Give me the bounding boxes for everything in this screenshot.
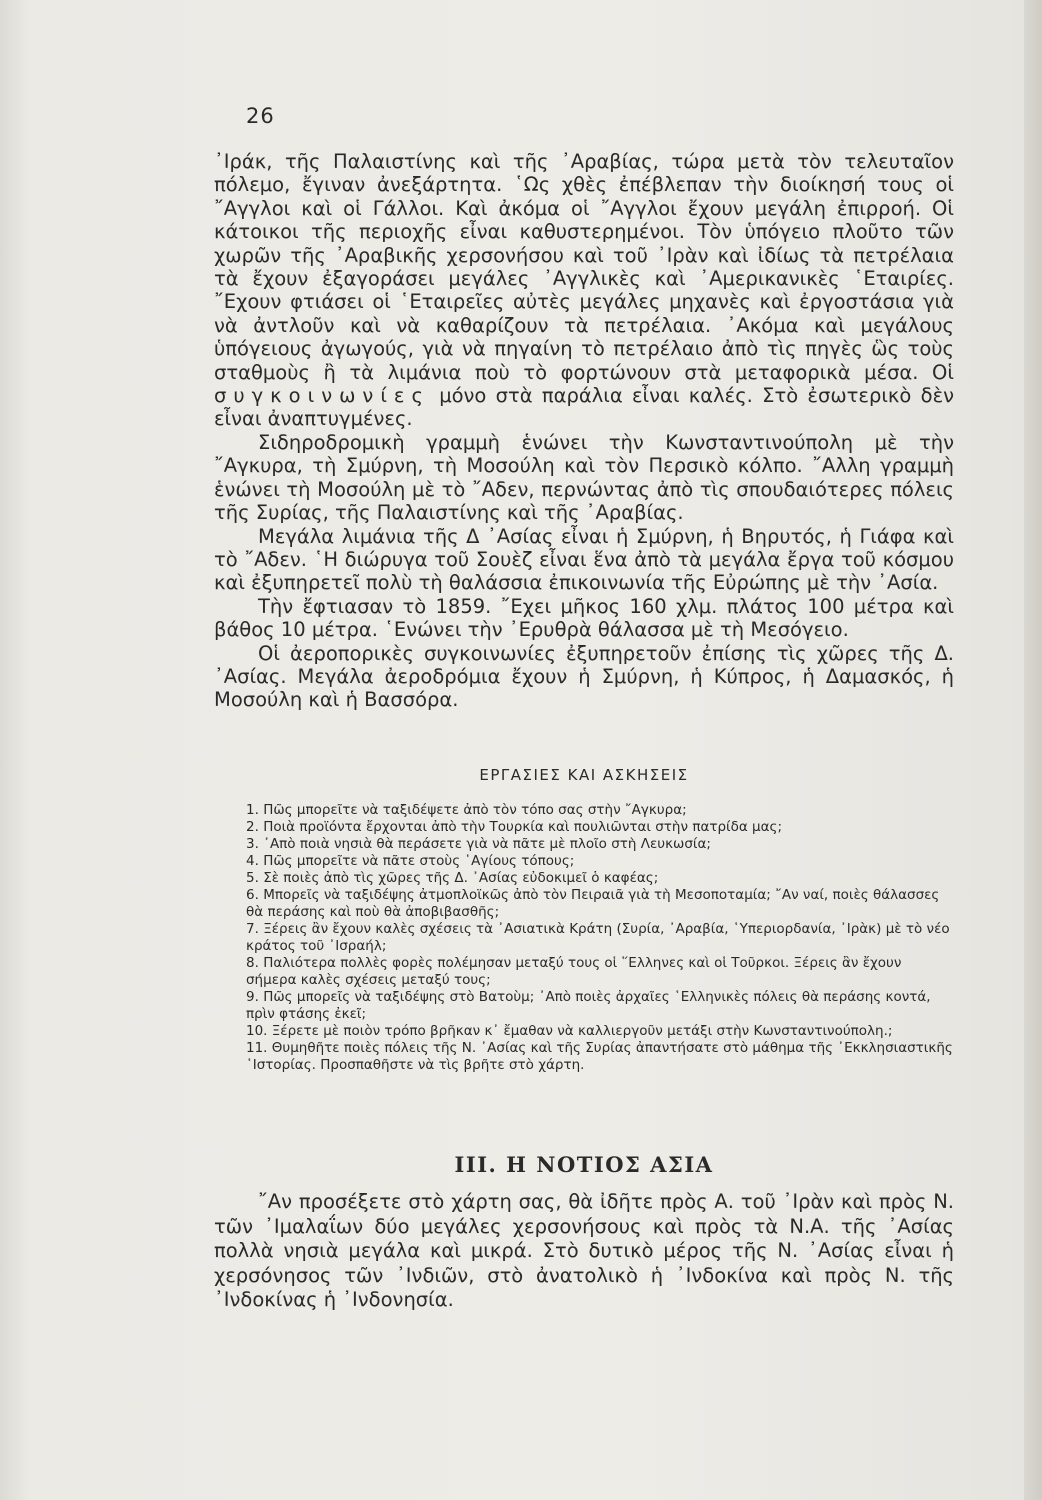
exercise-item: [246, 1023, 954, 1040]
section-text: ῎Αν προσέξετε στὸ χάρτη σας, θὰ ἰδῆτε πρὸς Α. τοῦ ᾿Ιρὰν καὶ πρὸς Ν. τῶν ᾿Ιμαλαΐων δύο μεγάλες χερσονήσους καὶ πρὸς τὰ Ν.Α. τῆς ᾿Ασίας πολλὰ νησιὰ μεγάλα καὶ μικρά. Στὸ δυτικὸ μέρος τῆς Ν. ᾿Ασίας εἶναι ἡ χερσόνησος τῶν ᾿Ινδιῶν, στὸ ἀνατολικὸ ἡ ᾿Ινδοκίνα καὶ πρὸς Ν. τῆς ᾿Ινδοκίνας ἡ ᾿Ινδονησία.: [214, 1190, 954, 1311]
exercise-list: [246, 802, 954, 1074]
paragraph-1-body: ᾿Ιράκ, τῆς Παλαιστίνης καὶ τῆς ᾿Αραβίας, τώρα μετὰ τὸν τελευταῖον πόλεμο, ἔγιναν ἀνεξάρτητα. ῾Ως χθὲς ἐπέβλεπαν τὴν διοίκησή τους οἱ ῎Αγγλοι καὶ οἱ Γάλλοι. Καὶ ἀκόμα οἱ ῎Αγγλοι ἔχουν μεγάλη ἐπιρροή. Οἱ κάτοικοι τῆς περιοχῆς εἶναι καθυστερημένοι. Τὸν ὑπόγειο πλοῦτο τῶν χωρῶν τῆς ᾿Αραβικῆς χερσονήσου καὶ τοῦ ᾿Ιρὰν καὶ ἰδίως τὰ πετρέλαια τὰ ἔχουν ἐξαγοράσει μεγάλες ᾿Αγγλικὲς καὶ ᾿Αμερικανικὲς ῾Εταιρίες. ῎Εχουν φτιάσει οἱ ῾Εταιρεῖες αὐτὲς μεγάλες μηχανὲς καὶ ἐργοστάσια γιὰ νὰ ἀντλοῦν καὶ νὰ καθαρίζουν τὰ πετρέλαια. ᾿Ακόμα καὶ μεγάλους ὑπόγειους ἀγωγούς, γιὰ νὰ πηγαίνη τὸ πετρέλαιο ἀπὸ τὶς πηγὲς ὣς τοὺς σταθμοὺς ἢ τὰ λιμάνια ποὺ τὸ φορτώνουν στὰ μεταφορικὰ μέσα. Οἱ: [214, 150, 954, 384]
spaced-word: συγκοινωνίες: [214, 384, 430, 408]
exercise-text: Θυμηθῆτε ποιὲς πόλεις τῆς Ν. ᾿Ασίας καὶ τῆς Συρίας ἀπαντήσατε στὸ μάθημα τῆς ᾿Εκκλησιαστικῆς ῾Ιστορίας. Προσπαθῆστε νὰ τὶς βρῆτε στὸ χάρτη.: [246, 1040, 953, 1073]
exercise-item: [246, 819, 954, 836]
exercise-item: [246, 1040, 954, 1074]
exercise-item: [246, 921, 954, 955]
exercise-number: 5.: [246, 870, 259, 886]
exercise-text: Ξέρεις ἂν ἔχουν καλὲς σχέσεις τὰ ᾿Ασιατικὰ Κράτη (Συρία, ᾿Αραβία, ῾Υπεριορδανία, ᾿Ιρὰκ) μὲ τὸ νέο κράτος τοῦ ᾿Ισραήλ;: [246, 921, 950, 954]
paragraph-1-end: μόνο στὰ παράλια εἶναι καλές. Στὸ ἐσωτερικὸ δὲν εἶναι ἀναπτυγμένες.: [214, 384, 954, 431]
exercise-item: [246, 870, 954, 887]
page-edge-shadow: [1024, 0, 1042, 1500]
exercise-item: [246, 989, 954, 1023]
exercise-number: 10.: [246, 1023, 268, 1039]
exercise-text: ᾿Απὸ ποιὰ νησιὰ θὰ περάσετε γιὰ νὰ πᾶτε μὲ πλοῖο στὴ Λευκωσία;: [263, 836, 711, 852]
section-title: ΙΙΙ. Η ΝΟΤΙΟΣ ΑΣΙΑ: [454, 1152, 714, 1177]
exercise-number: 7.: [246, 921, 259, 937]
exercise-number: 1.: [246, 802, 259, 818]
exercise-number: 3.: [246, 836, 259, 852]
exercise-number: 8.: [246, 955, 259, 971]
exercise-text: Ποιὰ προϊόντα ἔρχονται ἀπὸ τὴν Τουρκία καὶ πουλιῶνται στὴν πατρίδα μας;: [263, 819, 783, 835]
exercise-item: [246, 802, 954, 819]
exercise-number: 4.: [246, 853, 259, 869]
exercises-title: ΕΡΓΑΣΙΕΣ ΚΑΙ ΑΣΚΗΣΕΙΣ: [479, 766, 689, 784]
exercise-text: Πῶς μπορεῖτε νὰ ταξιδέψετε ἀπὸ τὸν τόπο σας στὴν ῎Αγκυρα;: [263, 802, 687, 818]
main-text: [214, 150, 954, 712]
exercise-item: [246, 887, 954, 921]
exercise-number: 9.: [246, 989, 259, 1005]
exercise-item: [246, 836, 954, 853]
paragraph-air: Οἱ ἀεροπορικὲς συγκοινωνίες ἐξυπηρετοῦν ἐπίσης τὶς χῶρες τῆς Δ. ᾿Ασίας. Μεγάλα ἀεροδρόμια ἔχουν ἡ Σμύρνη, ἡ Κύπρος, ἡ Δαμασκός, ἡ Μοσούλη καὶ ἡ Βασσόρα.: [214, 641, 954, 712]
exercise-text: Ξέρετε μὲ ποιὸν τρόπο βρῆκαν κ᾿ ἔμαθαν νὰ καλλιεργοῦν μετάξι στὴν Κωνσταντινούπολη.;: [271, 1023, 893, 1039]
exercise-text: Παλιότερα πολλὲς φορὲς πολέμησαν μεταξύ τους οἱ ῞Ελληνες καὶ οἱ Τοῦρκοι. Ξέρεις ἂν ἔχουν σήμερα καλὲς σχέσεις μεταξύ τους;: [246, 955, 902, 988]
exercise-item: [246, 955, 954, 989]
exercise-number: 11.: [246, 1040, 268, 1056]
exercise-text: Σὲ ποιὲς ἀπὸ τὶς χῶρες τῆς Δ. ᾿Ασίας εὐδοκιμεῖ ὁ καφέας;: [263, 870, 659, 886]
paragraph-suez: Τὴν ἔφτιασαν τὸ 1859. ῎Εχει μῆκος 160 χλμ. πλάτος 100 μέτρα καὶ βάθος 10 μέτρα. ῾Ενώνει τὴν ᾿Ερυθρὰ θάλασσα μὲ τὴ Μεσόγειο.: [214, 594, 954, 642]
page-number: 26: [246, 104, 275, 128]
exercise-number: 2.: [246, 819, 259, 835]
exercise-text: Πῶς μπορεῖς νὰ ταξιδέψης στὸ Βατοὺμ; ᾿Απὸ ποιὲς ἀρχαῖες ῾Ελληνικὲς πόλεις θὰ περάσης κοντά, πρὶν φτάσης ἐκεῖ;: [246, 989, 931, 1022]
exercise-item: [246, 853, 954, 870]
exercise-text: Πῶς μπορεῖτε νὰ πᾶτε στοὺς ῾Αγίους τόπους;: [263, 853, 575, 869]
paragraph-1: [214, 150, 954, 431]
paragraph-ports: Μεγάλα λιμάνια τῆς Δ ᾿Ασίας εἶναι ἡ Σμύρνη, ἡ Βηρυτός, ἡ Γιάφα καὶ τὸ ῎Αδεν. ῾Η διώρυγα τοῦ Σουὲζ εἶναι ἕνα ἀπὸ τὰ μεγάλα ἔργα τοῦ κόσμου καὶ ἐξυπηρετεῖ πολὺ τὴ θαλάσσια ἐπικοινωνία τῆς Εὐρώπης μὲ τὴν ᾿Ασία.: [214, 524, 954, 595]
exercise-number: 6.: [246, 887, 259, 903]
paragraph-railway: Σιδηροδρομικὴ γραμμὴ ἑνώνει τὴν Κωνσταντινούπολη μὲ τὴν ῎Αγκυρα, τὴ Σμύρνη, τὴ Μοσούλη καὶ τὸν Περσικὸ κόλπο. ῎Αλλη γραμμὴ ἑνώνει τὴ Μοσούλη μὲ τὸ ῎Αδεν, περνώντας ἀπὸ τὶς σπουδαιότερες πόλεις τῆς Συρίας, τῆς Παλαιστίνης καὶ τῆς ᾿Αραβίας.: [214, 430, 954, 525]
exercise-text: Μπορεῖς νὰ ταξιδέψης ἀτμοπλοϊκῶς ἀπὸ τὸν Πειραιᾶ γιὰ τὴ Μεσοποταμία; ῎Αν ναί, ποιὲς θάλασσες θὰ περάσης καὶ ποὺ θὰ ἀποβιβασθῆς;: [246, 887, 940, 920]
